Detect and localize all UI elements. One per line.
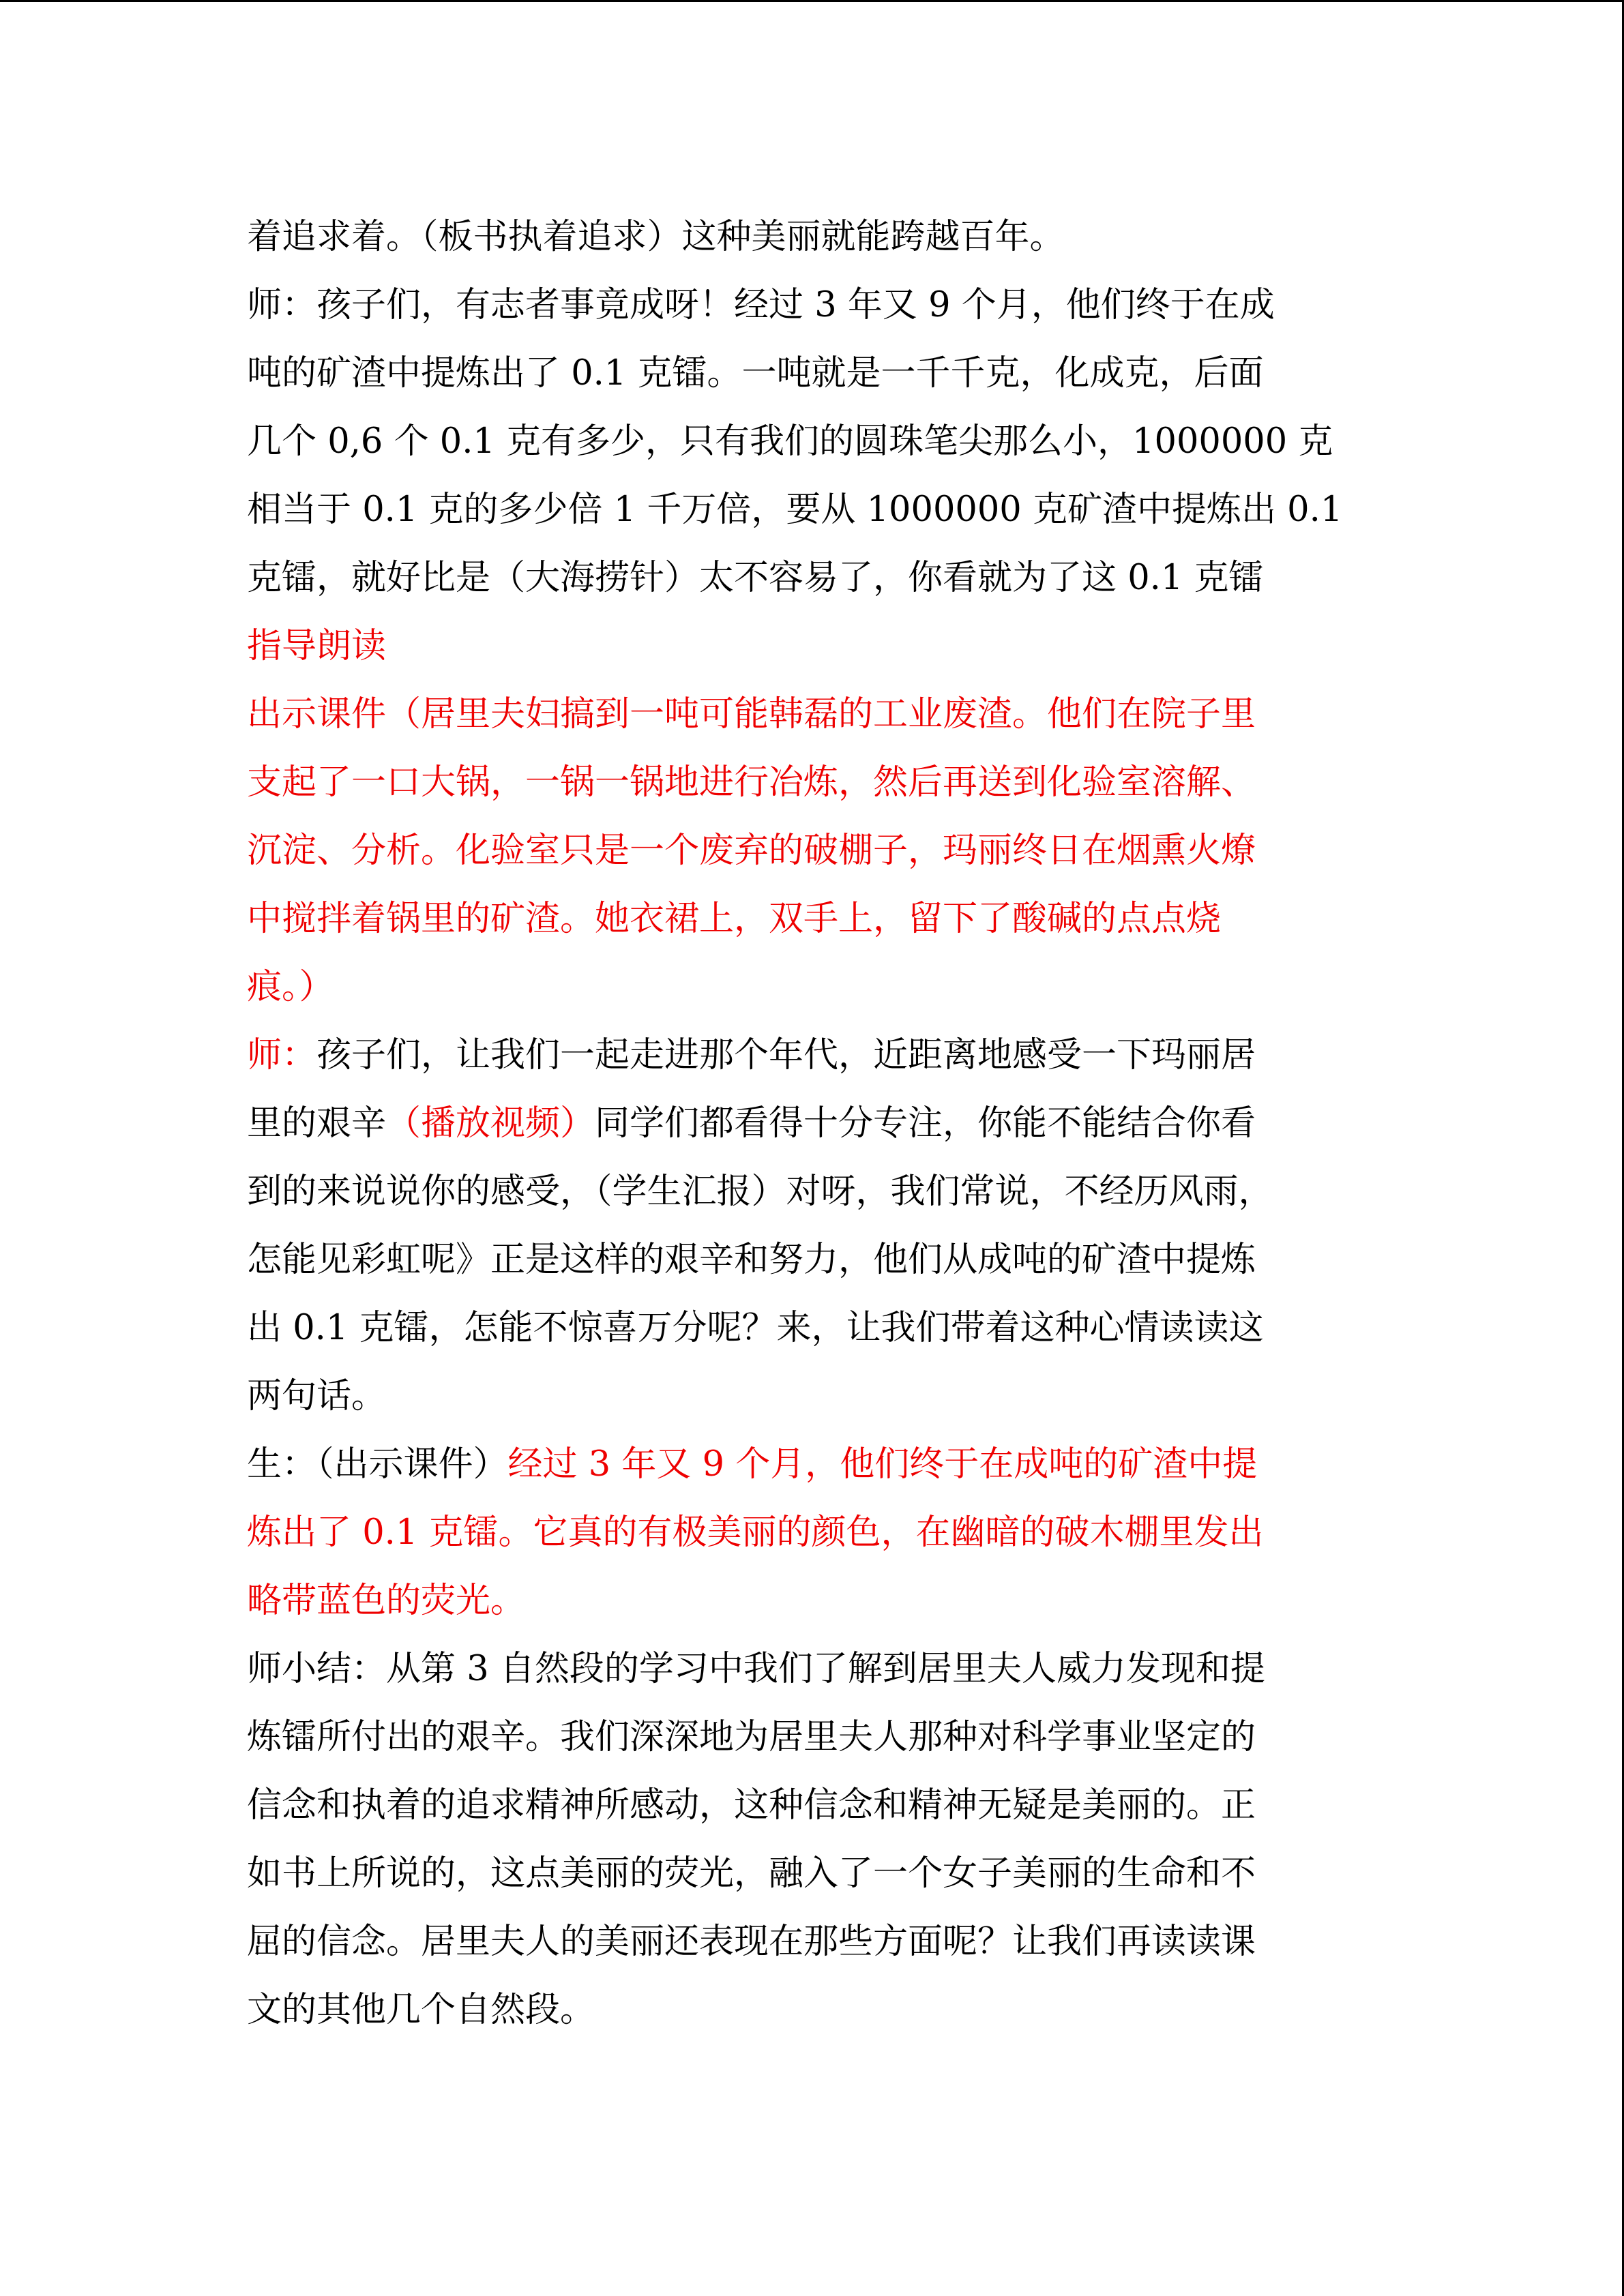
text-line xyxy=(247,1294,1365,1362)
page-top-border xyxy=(0,0,1624,2)
text-line xyxy=(247,408,1365,476)
text-line xyxy=(247,1090,1365,1158)
text-line xyxy=(247,1703,1365,1772)
body-text: 克镭，就好比是（大海捞针）太不容易了，你看就为了这 0.1 克镭 xyxy=(247,558,1264,598)
text-line xyxy=(247,681,1365,749)
body-text: 相当于 0.1 克的多少倍 1 千万倍，要从 1000000 克矿渣中提炼出 0.1 xyxy=(247,490,1343,530)
text-line xyxy=(247,1022,1365,1090)
highlighted-text: 中搅拌着锅里的矿渣。她衣裙上，双手上，留下了酸碱的点点烧 xyxy=(247,899,1222,939)
text-line xyxy=(247,1840,1365,1908)
highlighted-text: 经过 3 年又 9 个月，他们终于在成吨的矿渣中提 xyxy=(507,1444,1258,1485)
text-line xyxy=(247,1567,1365,1635)
body-text: 信念和执着的追求精神所感动，这种信念和精神无疑是美丽的。正 xyxy=(247,1785,1256,1825)
body-text: 几个 0,6 个 0.1 克有多少，只有我们的圆珠笔尖那么小，1000000 克 xyxy=(247,421,1333,462)
text-line xyxy=(247,953,1365,1022)
text-line xyxy=(247,476,1365,544)
highlighted-text: 师： xyxy=(247,1035,317,1075)
text-line xyxy=(247,1908,1365,1976)
text-line xyxy=(247,1499,1365,1567)
body-text: 文的其他几个自然段。 xyxy=(247,1990,595,2030)
body-text: 师：孩子们，有志者事竟成呀！经过 3 年又 9 个月，他们终于在成 xyxy=(247,285,1275,325)
highlighted-text: 出示课件（居里夫妇搞到一吨可能韩磊的工业废渣。他们在院子里 xyxy=(247,694,1256,734)
text-line xyxy=(247,340,1365,408)
text-line xyxy=(247,1226,1365,1294)
body-text: 生：（出示课件） xyxy=(247,1444,508,1485)
highlighted-text: 沉淀、分析。化验室只是一个废弃的破棚子，玛丽终日在烟熏火燎 xyxy=(247,831,1256,871)
body-text: 屈的信念。居里夫人的美丽还表现在那些方面呢？让我们再读读课 xyxy=(247,1922,1256,1962)
body-text: 出 0.1 克镭，怎能不惊喜万分呢？来，让我们带着这种心情读读这 xyxy=(247,1308,1264,1348)
text-line xyxy=(247,612,1365,681)
text-line xyxy=(247,544,1365,612)
text-line xyxy=(247,203,1365,271)
highlighted-text: （播放视频） xyxy=(386,1103,595,1144)
text-line xyxy=(247,885,1365,953)
text-line xyxy=(247,817,1365,885)
text-line xyxy=(247,1158,1365,1226)
body-text: 炼镭所付出的艰辛。我们深深地为居里夫人那种对科学事业坚定的 xyxy=(247,1717,1256,1757)
body-text: 如书上所说的，这点美丽的荧光，融入了一个女子美丽的生命和不 xyxy=(247,1853,1256,1894)
body-text: 到的来说说你的感受，（学生汇报）对呀，我们常说，不经历风雨， xyxy=(247,1172,1273,1212)
body-text: 着追求着。（板书执着追求）这种美丽就能跨越百年。 xyxy=(247,217,1065,257)
highlighted-text: 指导朗读 xyxy=(247,626,387,666)
text-line xyxy=(247,749,1365,817)
body-text: 里的艰辛 xyxy=(247,1103,387,1144)
text-line xyxy=(247,1976,1365,2044)
document-body xyxy=(247,203,1365,2044)
body-text: 师小结：从第 3 自然段的学习中我们了解到居里夫人威力发现和提 xyxy=(247,1649,1265,1689)
body-text: 同学们都看得十分专注，你能不能结合你看 xyxy=(595,1103,1256,1144)
body-text: 孩子们，让我们一起走进那个年代，近距离地感受一下玛丽居 xyxy=(316,1035,1256,1075)
text-line xyxy=(247,1772,1365,1840)
text-line xyxy=(247,271,1365,340)
body-text: 怎能见彩虹呢》正是这样的艰辛和努力，他们从成吨的矿渣中提炼 xyxy=(247,1240,1256,1280)
text-line xyxy=(247,1362,1365,1431)
text-line xyxy=(247,1635,1365,1703)
highlighted-text: 痕。） xyxy=(247,967,334,1007)
text-line xyxy=(247,1431,1365,1499)
highlighted-text: 略带蓝色的荧光。 xyxy=(247,1581,526,1621)
body-text: 吨的矿渣中提炼出了 0.1 克镭。一吨就是一千千克，化成克，后面 xyxy=(247,353,1264,393)
highlighted-text: 支起了一口大锅，一锅一锅地进行冶炼，然后再送到化验室溶解、 xyxy=(247,762,1256,803)
body-text: 两句话。 xyxy=(247,1376,387,1416)
highlighted-text: 炼出了 0.1 克镭。它真的有极美丽的颜色，在幽暗的破木棚里发出 xyxy=(247,1512,1264,1553)
